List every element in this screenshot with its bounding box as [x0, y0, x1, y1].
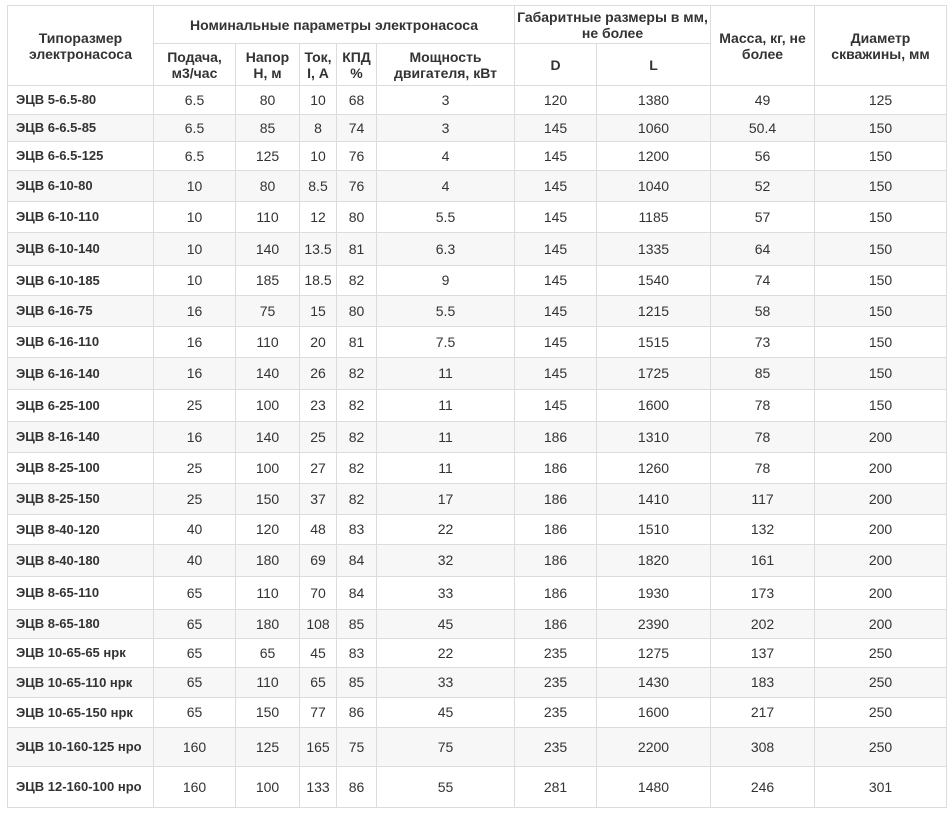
dimension-l-cell: 1040 [597, 171, 711, 202]
table-row [8, 610, 947, 639]
dimension-l-cell: 2200 [597, 728, 711, 767]
well-diameter-cell: 200 [815, 515, 947, 545]
current-cell: 77 [300, 698, 337, 728]
efficiency-cell: 82 [337, 390, 377, 422]
efficiency-cell: 86 [337, 698, 377, 728]
head-cell: 100 [236, 767, 300, 808]
dimension-d-cell: 145 [515, 266, 597, 296]
dimension-l-cell: 1310 [597, 422, 711, 453]
mass-cell: 58 [711, 296, 815, 327]
header-dimension-d: D [515, 44, 597, 86]
dimension-d-cell: 145 [515, 233, 597, 266]
head-cell: 140 [236, 358, 300, 390]
table-row [8, 171, 947, 202]
current-cell: 23 [300, 390, 337, 422]
flow-cell: 65 [154, 577, 236, 610]
table-row [8, 202, 947, 233]
head-cell: 100 [236, 453, 300, 484]
dimension-l-cell: 1200 [597, 142, 711, 171]
flow-cell: 6.5 [154, 115, 236, 142]
current-cell: 108 [300, 610, 337, 639]
flow-cell: 16 [154, 358, 236, 390]
dimension-l-cell: 1410 [597, 484, 711, 515]
well-diameter-cell: 150 [815, 266, 947, 296]
mass-cell: 50.4 [711, 115, 815, 142]
flow-cell: 16 [154, 296, 236, 327]
mass-cell: 49 [711, 86, 815, 115]
efficiency-cell: 84 [337, 545, 377, 577]
efficiency-cell: 86 [337, 767, 377, 808]
power-cell: 22 [377, 515, 515, 545]
dimension-l-cell: 1335 [597, 233, 711, 266]
header-mass: Масса, кг, не более [711, 6, 815, 86]
mass-cell: 78 [711, 453, 815, 484]
well-diameter-cell: 150 [815, 296, 947, 327]
header-dimension-l: L [597, 44, 711, 86]
table-row [8, 515, 947, 545]
mass-cell: 161 [711, 545, 815, 577]
head-cell: 85 [236, 115, 300, 142]
flow-cell: 10 [154, 266, 236, 296]
model-cell: ЭЦВ 6-10-185 [8, 266, 154, 296]
head-cell: 180 [236, 610, 300, 639]
current-cell: 13.5 [300, 233, 337, 266]
well-diameter-cell: 150 [815, 358, 947, 390]
dimension-d-cell: 281 [515, 767, 597, 808]
current-cell: 8 [300, 115, 337, 142]
efficiency-cell: 81 [337, 327, 377, 358]
mass-cell: 56 [711, 142, 815, 171]
current-cell: 10 [300, 86, 337, 115]
model-cell: ЭЦВ 6-10-140 [8, 233, 154, 266]
dimension-d-cell: 145 [515, 171, 597, 202]
well-diameter-cell: 200 [815, 453, 947, 484]
flow-cell: 16 [154, 327, 236, 358]
dimension-d-cell: 145 [515, 115, 597, 142]
well-diameter-cell: 250 [815, 698, 947, 728]
head-cell: 125 [236, 728, 300, 767]
model-cell: ЭЦВ 8-65-180 [8, 610, 154, 639]
head-cell: 140 [236, 422, 300, 453]
power-cell: 22 [377, 639, 515, 668]
efficiency-cell: 76 [337, 142, 377, 171]
efficiency-cell: 82 [337, 266, 377, 296]
current-cell: 69 [300, 545, 337, 577]
table-body [8, 86, 947, 808]
dimension-l-cell: 1600 [597, 698, 711, 728]
flow-cell: 10 [154, 202, 236, 233]
flow-cell: 40 [154, 545, 236, 577]
header-head: Напор Н, м [236, 44, 300, 86]
flow-cell: 10 [154, 171, 236, 202]
well-diameter-cell: 150 [815, 327, 947, 358]
dimension-d-cell: 186 [515, 610, 597, 639]
table-row [8, 296, 947, 327]
model-cell: ЭЦВ 8-65-110 [8, 577, 154, 610]
model-cell: ЭЦВ 5-6.5-80 [8, 86, 154, 115]
dimension-d-cell: 186 [515, 484, 597, 515]
head-cell: 100 [236, 390, 300, 422]
flow-cell: 6.5 [154, 142, 236, 171]
current-cell: 165 [300, 728, 337, 767]
model-cell: ЭЦВ 8-25-100 [8, 453, 154, 484]
power-cell: 17 [377, 484, 515, 515]
flow-cell: 65 [154, 610, 236, 639]
mass-cell: 308 [711, 728, 815, 767]
power-cell: 11 [377, 453, 515, 484]
efficiency-cell: 82 [337, 422, 377, 453]
flow-cell: 6.5 [154, 86, 236, 115]
flow-cell: 10 [154, 233, 236, 266]
well-diameter-cell: 200 [815, 484, 947, 515]
power-cell: 7.5 [377, 327, 515, 358]
current-cell: 26 [300, 358, 337, 390]
current-cell: 45 [300, 639, 337, 668]
flow-cell: 65 [154, 668, 236, 698]
well-diameter-cell: 150 [815, 390, 947, 422]
efficiency-cell: 85 [337, 610, 377, 639]
power-cell: 4 [377, 142, 515, 171]
dimension-l-cell: 1275 [597, 639, 711, 668]
model-cell: ЭЦВ 6-16-140 [8, 358, 154, 390]
well-diameter-cell: 200 [815, 610, 947, 639]
mass-cell: 78 [711, 390, 815, 422]
flow-cell: 160 [154, 767, 236, 808]
header-model: Типоразмер электронасоса [8, 6, 154, 86]
power-cell: 11 [377, 390, 515, 422]
table-row [8, 86, 947, 115]
model-cell: ЭЦВ 6-16-75 [8, 296, 154, 327]
table-row [8, 266, 947, 296]
flow-cell: 25 [154, 390, 236, 422]
model-cell: ЭЦВ 10-160-125 нро [8, 728, 154, 767]
efficiency-cell: 82 [337, 358, 377, 390]
current-cell: 10 [300, 142, 337, 171]
table-row [8, 698, 947, 728]
model-cell: ЭЦВ 6-10-110 [8, 202, 154, 233]
table-row [8, 422, 947, 453]
dimension-d-cell: 145 [515, 142, 597, 171]
well-diameter-cell: 150 [815, 115, 947, 142]
mass-cell: 74 [711, 266, 815, 296]
dimension-l-cell: 1540 [597, 266, 711, 296]
mass-cell: 217 [711, 698, 815, 728]
efficiency-cell: 82 [337, 453, 377, 484]
head-cell: 150 [236, 484, 300, 515]
dimension-d-cell: 145 [515, 296, 597, 327]
efficiency-cell: 80 [337, 202, 377, 233]
head-cell: 120 [236, 515, 300, 545]
table-row [8, 545, 947, 577]
mass-cell: 117 [711, 484, 815, 515]
well-diameter-cell: 250 [815, 728, 947, 767]
table-row [8, 577, 947, 610]
model-cell: ЭЦВ 6-6.5-125 [8, 142, 154, 171]
dimension-l-cell: 1820 [597, 545, 711, 577]
mass-cell: 57 [711, 202, 815, 233]
dimension-l-cell: 1185 [597, 202, 711, 233]
efficiency-cell: 81 [337, 233, 377, 266]
table-row [8, 767, 947, 808]
mass-cell: 132 [711, 515, 815, 545]
flow-cell: 160 [154, 728, 236, 767]
well-diameter-cell: 250 [815, 668, 947, 698]
table-row [8, 327, 947, 358]
power-cell: 4 [377, 171, 515, 202]
dimension-d-cell: 235 [515, 668, 597, 698]
current-cell: 27 [300, 453, 337, 484]
model-cell: ЭЦВ 8-25-150 [8, 484, 154, 515]
current-cell: 37 [300, 484, 337, 515]
dimension-l-cell: 1060 [597, 115, 711, 142]
model-cell: ЭЦВ 10-65-110 нрк [8, 668, 154, 698]
head-cell: 150 [236, 698, 300, 728]
power-cell: 33 [377, 577, 515, 610]
header-power: Мощность двигателя, кВт [377, 44, 515, 86]
power-cell: 55 [377, 767, 515, 808]
current-cell: 18.5 [300, 266, 337, 296]
power-cell: 11 [377, 422, 515, 453]
efficiency-cell: 85 [337, 668, 377, 698]
model-cell: ЭЦВ 8-40-180 [8, 545, 154, 577]
current-cell: 12 [300, 202, 337, 233]
flow-cell: 25 [154, 453, 236, 484]
model-cell: ЭЦВ 8-40-120 [8, 515, 154, 545]
head-cell: 75 [236, 296, 300, 327]
head-cell: 110 [236, 668, 300, 698]
dimension-l-cell: 2390 [597, 610, 711, 639]
head-cell: 110 [236, 202, 300, 233]
mass-cell: 73 [711, 327, 815, 358]
dimension-d-cell: 235 [515, 639, 597, 668]
flow-cell: 65 [154, 698, 236, 728]
table-row [8, 639, 947, 668]
head-cell: 180 [236, 545, 300, 577]
efficiency-cell: 74 [337, 115, 377, 142]
dimension-l-cell: 1600 [597, 390, 711, 422]
power-cell: 45 [377, 610, 515, 639]
table-row [8, 115, 947, 142]
table-row [8, 484, 947, 515]
mass-cell: 246 [711, 767, 815, 808]
well-diameter-cell: 200 [815, 545, 947, 577]
mass-cell: 202 [711, 610, 815, 639]
efficiency-cell: 83 [337, 639, 377, 668]
well-diameter-cell: 301 [815, 767, 947, 808]
current-cell: 65 [300, 668, 337, 698]
well-diameter-cell: 150 [815, 233, 947, 266]
mass-cell: 52 [711, 171, 815, 202]
current-cell: 133 [300, 767, 337, 808]
dimension-l-cell: 1380 [597, 86, 711, 115]
flow-cell: 40 [154, 515, 236, 545]
model-cell: ЭЦВ 10-65-65 нрк [8, 639, 154, 668]
current-cell: 48 [300, 515, 337, 545]
well-diameter-cell: 150 [815, 202, 947, 233]
well-diameter-cell: 150 [815, 171, 947, 202]
mass-cell: 85 [711, 358, 815, 390]
table-row [8, 668, 947, 698]
flow-cell: 25 [154, 484, 236, 515]
dimension-l-cell: 1515 [597, 327, 711, 358]
dimension-d-cell: 186 [515, 577, 597, 610]
dimension-l-cell: 1480 [597, 767, 711, 808]
model-cell: ЭЦВ 6-25-100 [8, 390, 154, 422]
flow-cell: 65 [154, 639, 236, 668]
efficiency-cell: 82 [337, 484, 377, 515]
efficiency-cell: 68 [337, 86, 377, 115]
efficiency-cell: 83 [337, 515, 377, 545]
dimension-d-cell: 186 [515, 453, 597, 484]
mass-cell: 183 [711, 668, 815, 698]
head-cell: 80 [236, 171, 300, 202]
header-nominal-params: Номинальные параметры электронасоса [154, 6, 515, 44]
well-diameter-cell: 200 [815, 577, 947, 610]
mass-cell: 137 [711, 639, 815, 668]
table-row [8, 142, 947, 171]
head-cell: 110 [236, 577, 300, 610]
flow-cell: 16 [154, 422, 236, 453]
well-diameter-cell: 250 [815, 639, 947, 668]
power-cell: 5.5 [377, 296, 515, 327]
mass-cell: 173 [711, 577, 815, 610]
power-cell: 6.3 [377, 233, 515, 266]
power-cell: 45 [377, 698, 515, 728]
power-cell: 11 [377, 358, 515, 390]
power-cell: 3 [377, 115, 515, 142]
head-cell: 125 [236, 142, 300, 171]
dimension-d-cell: 145 [515, 202, 597, 233]
well-diameter-cell: 150 [815, 142, 947, 171]
header-dimensions: Габаритные размеры в мм, не более [515, 6, 711, 44]
table-row [8, 358, 947, 390]
header-current: Ток, I, А [300, 44, 337, 86]
model-cell: ЭЦВ 6-10-80 [8, 171, 154, 202]
mass-cell: 64 [711, 233, 815, 266]
dimension-l-cell: 1510 [597, 515, 711, 545]
dimension-l-cell: 1430 [597, 668, 711, 698]
header-flow: Подача, м3/час [154, 44, 236, 86]
current-cell: 20 [300, 327, 337, 358]
dimension-l-cell: 1260 [597, 453, 711, 484]
dimension-d-cell: 186 [515, 422, 597, 453]
dimension-d-cell: 186 [515, 515, 597, 545]
well-diameter-cell: 200 [815, 422, 947, 453]
dimension-d-cell: 235 [515, 728, 597, 767]
power-cell: 32 [377, 545, 515, 577]
power-cell: 33 [377, 668, 515, 698]
dimension-d-cell: 145 [515, 390, 597, 422]
pump-specs-table [7, 5, 947, 808]
efficiency-cell: 76 [337, 171, 377, 202]
model-cell: ЭЦВ 10-65-150 нрк [8, 698, 154, 728]
well-diameter-cell: 125 [815, 86, 947, 115]
model-cell: ЭЦВ 12-160-100 нро [8, 767, 154, 808]
table-row [8, 453, 947, 484]
model-cell: ЭЦВ 6-6.5-85 [8, 115, 154, 142]
header-well-diameter: Диаметр скважины, мм [815, 6, 947, 86]
efficiency-cell: 80 [337, 296, 377, 327]
current-cell: 15 [300, 296, 337, 327]
head-cell: 140 [236, 233, 300, 266]
power-cell: 75 [377, 728, 515, 767]
head-cell: 110 [236, 327, 300, 358]
power-cell: 9 [377, 266, 515, 296]
dimension-d-cell: 120 [515, 86, 597, 115]
efficiency-cell: 75 [337, 728, 377, 767]
efficiency-cell: 84 [337, 577, 377, 610]
head-cell: 185 [236, 266, 300, 296]
head-cell: 65 [236, 639, 300, 668]
mass-cell: 78 [711, 422, 815, 453]
dimension-d-cell: 145 [515, 327, 597, 358]
head-cell: 80 [236, 86, 300, 115]
table-header [8, 6, 947, 86]
current-cell: 70 [300, 577, 337, 610]
current-cell: 25 [300, 422, 337, 453]
power-cell: 5.5 [377, 202, 515, 233]
power-cell: 3 [377, 86, 515, 115]
dimension-l-cell: 1725 [597, 358, 711, 390]
model-cell: ЭЦВ 6-16-110 [8, 327, 154, 358]
table-row [8, 390, 947, 422]
dimension-l-cell: 1215 [597, 296, 711, 327]
current-cell: 8.5 [300, 171, 337, 202]
table-row [8, 728, 947, 767]
dimension-d-cell: 186 [515, 545, 597, 577]
dimension-l-cell: 1930 [597, 577, 711, 610]
header-efficiency: КПД % [337, 44, 377, 86]
model-cell: ЭЦВ 8-16-140 [8, 422, 154, 453]
dimension-d-cell: 235 [515, 698, 597, 728]
table-row [8, 233, 947, 266]
dimension-d-cell: 145 [515, 358, 597, 390]
